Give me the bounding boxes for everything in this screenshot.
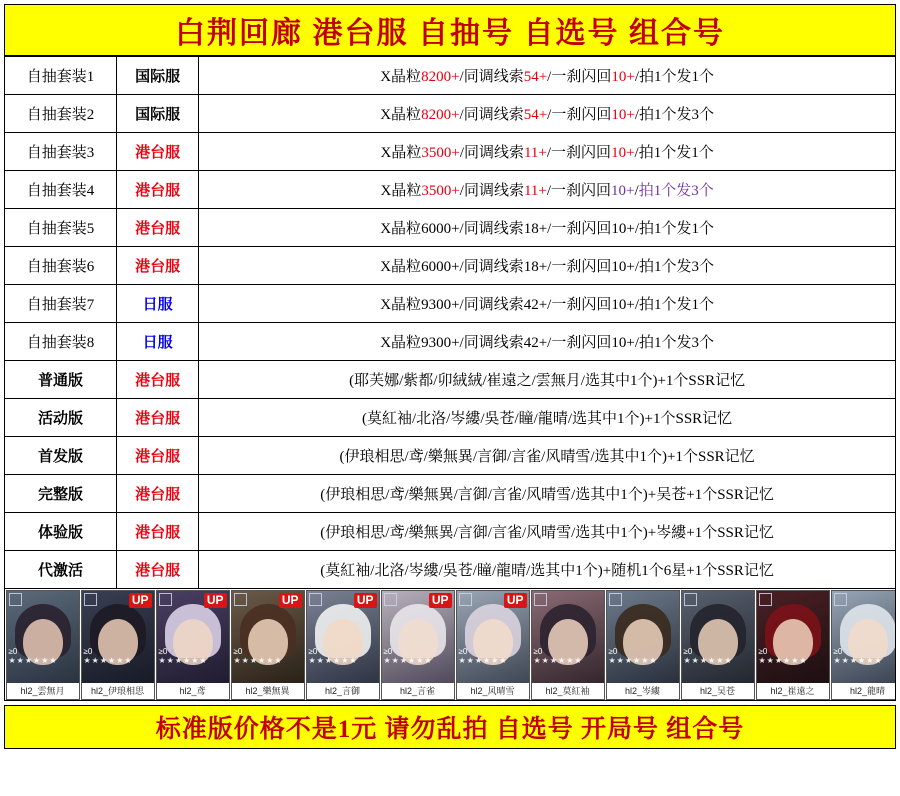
star-rating: ★★★★★★ <box>308 656 358 665</box>
star-rating: ★★★★★★ <box>83 656 133 665</box>
description-segment: /一刹闪回 <box>547 259 612 275</box>
row-server: 港台服 <box>117 399 199 437</box>
card-level: ≥0 <box>833 647 843 656</box>
description-segment: X晶粒 <box>380 259 422 275</box>
row-server: 国际服 <box>117 95 199 133</box>
card-artwork <box>457 591 529 683</box>
row-label: 完整版 <box>5 475 117 513</box>
footer-note: 标准版价格不是1元 请勿乱拍 自选号 开局号 组合号 <box>155 716 745 743</box>
row-label: 活动版 <box>5 399 117 437</box>
row-description <box>199 513 896 551</box>
up-badge: UP <box>354 593 377 608</box>
offers-table <box>4 56 896 589</box>
row-server: 港台服 <box>117 475 199 513</box>
card-artwork <box>832 591 897 683</box>
rarity-frame-icon <box>534 593 547 606</box>
card-artwork <box>157 591 229 683</box>
card-caption: hl2_樂無異 <box>232 683 304 699</box>
table-row <box>5 171 896 209</box>
row-label: 首发版 <box>5 437 117 475</box>
description-segment: (耶芙娜/紫都/卯絨絨/崔遠之/雲無月/选其中1个)+1个SSR记忆 <box>349 373 746 389</box>
description-segment: /同调线索 <box>459 183 524 199</box>
card-artwork <box>757 591 829 683</box>
table-row <box>5 323 896 361</box>
description-segment: 3500+ <box>421 145 460 161</box>
footer-banner <box>4 705 896 749</box>
rarity-frame-icon <box>9 593 22 606</box>
description-segment: 8200+ <box>421 107 460 123</box>
rarity-frame-icon <box>309 593 322 606</box>
description-segment: 10+ <box>611 183 635 199</box>
card-artwork <box>682 591 754 683</box>
description-segment: 9300+ <box>421 297 460 313</box>
row-server: 港台服 <box>117 361 199 399</box>
table-row <box>5 475 896 513</box>
star-rating: ★★★★★★ <box>8 656 58 665</box>
row-label: 体验版 <box>5 513 117 551</box>
description-segment: /同调线索 <box>459 69 524 85</box>
row-description <box>199 437 896 475</box>
card-caption: hl2_伊琅相思 <box>82 683 154 699</box>
description-segment: 10+ <box>611 221 635 237</box>
description-segment: 54+ <box>523 69 548 85</box>
description-segment: 10+ <box>611 335 635 351</box>
card-level: ≥0 <box>8 647 18 656</box>
description-segment: 3500+ <box>421 183 460 199</box>
rarity-frame-icon <box>234 593 247 606</box>
table-row <box>5 285 896 323</box>
card-level: ≥0 <box>458 647 468 656</box>
up-badge: UP <box>279 593 302 608</box>
character-card[interactable] <box>756 590 830 700</box>
character-card[interactable] <box>681 590 755 700</box>
description-segment: 9300+ <box>421 335 460 351</box>
card-level: ≥0 <box>683 647 693 656</box>
row-description <box>199 475 896 513</box>
card-level: ≥0 <box>233 647 243 656</box>
description-segment: /拍1个发1个 <box>634 145 714 161</box>
description-segment: X晶粒 <box>380 107 422 123</box>
description-segment: 42+ <box>523 335 548 351</box>
description-segment: / <box>634 183 639 199</box>
description-segment: /拍1个发3个 <box>634 259 714 275</box>
table-row <box>5 399 896 437</box>
character-card[interactable] <box>156 590 230 700</box>
table-row <box>5 95 896 133</box>
description-segment: X晶粒 <box>380 69 422 85</box>
table-row <box>5 437 896 475</box>
character-card[interactable] <box>381 590 455 700</box>
card-artwork <box>82 591 154 683</box>
character-card[interactable] <box>531 590 605 700</box>
table-row <box>5 209 896 247</box>
row-server: 日服 <box>117 323 199 361</box>
description-segment: /一刹闪回 <box>547 69 612 85</box>
description-segment: /拍1个发3个 <box>634 107 714 123</box>
rarity-frame-icon <box>84 593 97 606</box>
row-server: 港台服 <box>117 209 199 247</box>
row-description <box>199 399 896 437</box>
description-segment: X晶粒 <box>380 297 422 313</box>
description-segment: /一刹闪回 <box>546 145 612 161</box>
character-card[interactable] <box>306 590 380 700</box>
up-badge: UP <box>204 593 227 608</box>
table-row <box>5 247 896 285</box>
header-banner <box>4 4 896 56</box>
card-level: ≥0 <box>158 647 168 656</box>
row-server: 港台服 <box>117 513 199 551</box>
card-artwork <box>307 591 379 683</box>
star-rating: ★★★★★★ <box>458 656 508 665</box>
row-description <box>199 171 896 209</box>
description-segment: X晶粒 <box>380 145 422 161</box>
rarity-frame-icon <box>159 593 172 606</box>
description-segment: X晶粒 <box>380 221 422 237</box>
character-card[interactable] <box>231 590 305 700</box>
description-segment: 11+ <box>523 145 547 161</box>
character-card[interactable] <box>456 590 530 700</box>
description-segment: X晶粒 <box>380 335 422 351</box>
description-segment: X晶粒 <box>380 183 422 199</box>
star-rating: ★★★★★★ <box>758 656 808 665</box>
card-caption: hl2_雲無月 <box>7 683 79 699</box>
rarity-frame-icon <box>609 593 622 606</box>
table-row <box>5 361 896 399</box>
row-server: 港台服 <box>117 247 199 285</box>
row-label: 自抽套装2 <box>5 95 117 133</box>
card-level: ≥0 <box>383 647 393 656</box>
description-segment: /同调线索 <box>459 221 524 237</box>
description-segment: 18+ <box>523 221 548 237</box>
row-description <box>199 247 896 285</box>
row-description <box>199 133 896 171</box>
description-segment: (伊琅相思/鸢/樂無異/言御/言雀/风晴雪/选其中1个)+吴苍+1个SSR记忆 <box>320 487 774 503</box>
row-description <box>199 209 896 247</box>
description-segment: 10+ <box>611 69 635 85</box>
star-rating: ★★★★★★ <box>683 656 733 665</box>
description-segment: 18+ <box>523 259 548 275</box>
card-level: ≥0 <box>533 647 543 656</box>
character-card-strip <box>4 589 896 701</box>
table-row <box>5 57 896 95</box>
star-rating: ★★★★★★ <box>533 656 583 665</box>
table-row <box>5 133 896 171</box>
card-artwork <box>7 591 79 683</box>
card-level: ≥0 <box>758 647 768 656</box>
star-rating: ★★★★★★ <box>833 656 883 665</box>
card-caption: hl2_鸢 <box>157 683 229 699</box>
row-description <box>199 57 896 95</box>
row-label: 普通版 <box>5 361 117 399</box>
description-segment: 10+ <box>611 107 635 123</box>
row-server: 港台服 <box>117 171 199 209</box>
character-card[interactable] <box>6 590 80 700</box>
row-server: 港台服 <box>117 551 199 589</box>
up-badge: UP <box>429 593 452 608</box>
description-segment: /同调线索 <box>459 297 524 313</box>
card-artwork <box>232 591 304 683</box>
description-segment: 6000+ <box>421 221 460 237</box>
description-segment: (伊琅相思/鸢/樂無異/言御/言雀/风晴雪/选其中1个)+1个SSR记忆 <box>339 449 755 465</box>
description-segment: (莫紅袖/北洛/岑縷/吳苍/瞳/龍晴/选其中1个)+随机1个6星+1个SSR记忆 <box>320 563 774 579</box>
row-server: 国际服 <box>117 57 199 95</box>
row-server: 日服 <box>117 285 199 323</box>
description-segment: /一刹闪回 <box>547 107 612 123</box>
description-segment: 10+ <box>611 145 635 161</box>
rarity-frame-icon <box>759 593 772 606</box>
rarity-frame-icon <box>684 593 697 606</box>
rarity-frame-icon <box>384 593 397 606</box>
row-label: 自抽套装7 <box>5 285 117 323</box>
description-segment: /同调线索 <box>459 335 524 351</box>
description-segment: /拍1个发1个 <box>634 69 714 85</box>
card-artwork <box>532 591 604 683</box>
card-caption: hl2_吴苍 <box>682 683 754 699</box>
description-segment: 拍1个发3个 <box>638 183 714 199</box>
description-segment: 10+ <box>611 259 635 275</box>
card-caption: hl2_言御 <box>307 683 379 699</box>
up-badge: UP <box>504 593 527 608</box>
description-segment: /同调线索 <box>459 145 524 161</box>
card-artwork <box>607 591 679 683</box>
card-caption: hl2_崔遠之 <box>757 683 829 699</box>
page-title: 白荆回廊 港台服 自抽号 自选号 组合号 <box>175 17 725 50</box>
row-label: 自抽套装4 <box>5 171 117 209</box>
row-server: 港台服 <box>117 437 199 475</box>
description-segment: 11+ <box>523 183 547 199</box>
star-rating: ★★★★★★ <box>158 656 208 665</box>
rarity-frame-icon <box>834 593 847 606</box>
description-segment: 6000+ <box>421 259 460 275</box>
row-server: 港台服 <box>117 133 199 171</box>
description-segment: /拍1个发1个 <box>634 297 714 313</box>
row-description <box>199 323 896 361</box>
description-segment: /一刹闪回 <box>546 183 612 199</box>
row-description <box>199 551 896 589</box>
card-level: ≥0 <box>608 647 618 656</box>
row-label: 自抽套装1 <box>5 57 117 95</box>
rarity-frame-icon <box>459 593 472 606</box>
description-segment: 8200+ <box>421 69 460 85</box>
up-badge: UP <box>129 593 152 608</box>
description-segment: /同调线索 <box>459 107 524 123</box>
table-row <box>5 551 896 589</box>
description-segment: (莫紅袖/北洛/岑縷/吳苍/瞳/龍晴/选其中1个)+1个SSR记忆 <box>362 411 733 427</box>
card-caption: hl2_龍晴 <box>832 683 897 699</box>
card-caption: hl2_莫紅袖 <box>532 683 604 699</box>
description-segment: 54+ <box>523 107 548 123</box>
description-segment: /同调线索 <box>459 259 524 275</box>
card-level: ≥0 <box>83 647 93 656</box>
description-segment: 10+ <box>611 297 635 313</box>
row-label: 自抽套装8 <box>5 323 117 361</box>
row-description <box>199 361 896 399</box>
card-caption: hl2_岑縷 <box>607 683 679 699</box>
description-segment: (伊琅相思/鸢/樂無異/言御/言雀/风晴雪/选其中1个)+岑縷+1个SSR记忆 <box>320 525 774 541</box>
description-segment: /一刹闪回 <box>547 221 612 237</box>
star-rating: ★★★★★★ <box>383 656 433 665</box>
description-segment: /拍1个发3个 <box>634 335 714 351</box>
character-card[interactable] <box>606 590 680 700</box>
table-row <box>5 513 896 551</box>
star-rating: ★★★★★★ <box>233 656 283 665</box>
character-card[interactable] <box>81 590 155 700</box>
description-segment: 42+ <box>523 297 548 313</box>
description-segment: /拍1个发1个 <box>634 221 714 237</box>
row-label: 自抽套装3 <box>5 133 117 171</box>
row-label: 自抽套装5 <box>5 209 117 247</box>
description-segment: /一刹闪回 <box>547 335 612 351</box>
character-card[interactable] <box>831 590 897 700</box>
row-label: 自抽套装6 <box>5 247 117 285</box>
description-segment: /一刹闪回 <box>547 297 612 313</box>
card-level: ≥0 <box>308 647 318 656</box>
row-description <box>199 95 896 133</box>
card-caption: hl2_言雀 <box>382 683 454 699</box>
card-caption: hl2_风晴雪 <box>457 683 529 699</box>
star-rating: ★★★★★★ <box>608 656 658 665</box>
row-description <box>199 285 896 323</box>
row-label: 代激活 <box>5 551 117 589</box>
card-artwork <box>382 591 454 683</box>
